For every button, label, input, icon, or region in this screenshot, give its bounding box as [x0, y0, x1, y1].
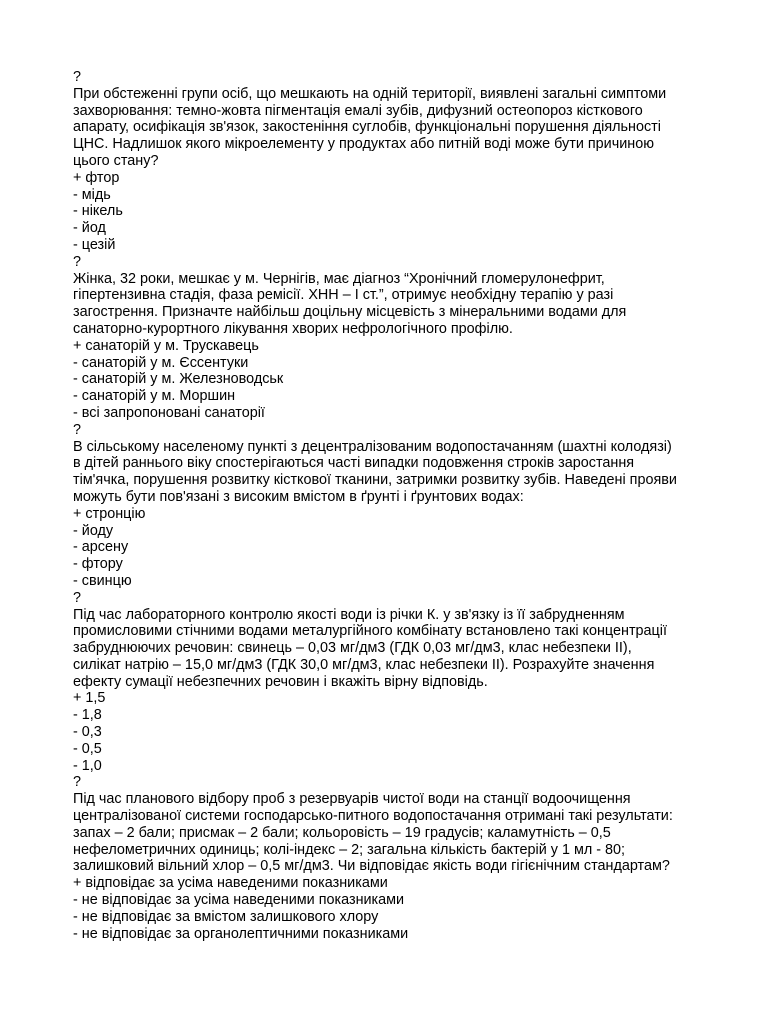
answer-option: - санаторій у м. Моршин: [73, 388, 236, 405]
question-text-line: апарату, осифікація зв'язок, закостеніння суглобів, функціональні порушення діяльності: [73, 119, 661, 136]
question-text-line: Під час лабораторного контролю якості води із річки К. у зв'язку із її забрудненням: [73, 606, 625, 623]
answer-option: - всі запропоновані санаторії: [73, 404, 265, 421]
question-text-line: санаторно-курортного лікування хворих нефрологічного профілю.: [73, 320, 513, 337]
question-text-line: цього стану?: [73, 152, 159, 169]
question-text-line: можуть бути пов'язані з високим вмістом в ґрунті і ґрунтових водах:: [73, 488, 524, 505]
question-text-line: При обстеженні групи осіб, що мешкають на одній території, виявлені загальні симптоми: [73, 85, 667, 102]
question-text-line: забруднюючих речовин: свинець – 0,03 мг/дм3 (ГДК 0,03 мг/дм3, клас небезпеки ІІ),: [73, 640, 632, 657]
answer-option: - 0,5: [73, 740, 102, 757]
answer-option: - санаторій у м. Железноводськ: [73, 371, 284, 388]
question-text-line: запах – 2 бали; присмак – 2 бали; кольоровість – 19 градусів; каламутність – 0,5: [73, 824, 611, 841]
answer-option: - 0,3: [73, 724, 102, 741]
question-text-line: централізованої системи господарсько-питного водопостачання отримані такі результати:: [73, 808, 673, 825]
answer-option-correct: + відповідає за усіма наведеними показниками: [73, 875, 388, 892]
question-text-line: загострення. Призначте найбільш доцільну місцевість з мінеральними водами для: [73, 304, 627, 321]
answer-option-correct: + 1,5: [73, 690, 106, 707]
question-block-3: [73, 422, 743, 590]
question-block-2: [73, 254, 743, 422]
question-text-line: ЦНС. Надлишок якого мікроелементу у продуктах або питній воді може бути причиною: [73, 136, 654, 153]
answer-option-correct: + санаторій у м. Трускавець: [73, 337, 259, 354]
question-text-line: Під час планового відбору проб з резервуарів чистої води на станції водоочищення: [73, 791, 631, 808]
question-text-line: нефелометричних одиниць; колі-індекс – 2; загальна кількість бактерій у 1 мл - 80;: [73, 841, 626, 858]
question-text-line: тім'ячка, порушення розвитку кісткової тканини, затримки розвитку зубів. Наведені прояви: [73, 472, 677, 489]
answer-option: - санаторій у м. Єссентуки: [73, 354, 249, 371]
question-block-4: [73, 590, 743, 775]
question-marker: ?: [73, 69, 82, 85]
answer-option: - нікель: [73, 203, 123, 220]
question-text-line: гіпертензивна стадія, фаза ремісії. ХНН – І ст.”, отримує необхідну терапію у разі: [73, 287, 614, 304]
answer-option: - не відповідає за усіма наведеними показниками: [73, 892, 405, 909]
answer-option: - не відповідає за органолептичними показниками: [73, 925, 409, 942]
question-marker: ?: [73, 253, 82, 270]
question-text-line: залишковий вільний хлор – 0,5 мг/дм3. Чи відповідає якість води гігієнічним стандартам?: [73, 858, 670, 875]
question-text-line: силікат натрію – 15,0 мг/дм3 (ГДК 30,0 мг/дм3, клас небезпеки ІІ). Розрахуйте значення: [73, 656, 655, 673]
answer-option: - цезій: [73, 236, 116, 253]
answer-option-correct: + фтор: [73, 169, 120, 186]
answer-option-correct: + стронцію: [73, 505, 146, 522]
question-block-5: [73, 774, 743, 942]
question-text-line: Жінка, 32 роки, мешкає у м. Чернігів, має діагноз “Хронічний гломерулонефрит,: [73, 270, 605, 287]
answer-option: - мідь: [73, 186, 111, 203]
answer-option: - 1,0: [73, 757, 102, 774]
question-block-1: [73, 69, 743, 254]
question-text-line: промисловими стічними водами металургійного комбінату встановлено такі концентрації: [73, 623, 667, 640]
question-text-line: в дітей раннього віку спостерігаються часті випадки подовження строків заростання: [73, 455, 635, 472]
question-text-line: ефекту сумації небезпечних речовин і вкажіть вірну відповідь.: [73, 673, 488, 690]
question-text-line: В сільському населеному пункті з децентралізованим водопостачанням (шахтні колодязі): [73, 438, 672, 455]
answer-option: - 1,8: [73, 707, 102, 724]
answer-option: - йод: [73, 220, 106, 237]
question-marker: ?: [73, 589, 82, 606]
question-marker: ?: [73, 421, 82, 438]
question-text-line: захворювання: темно-жовта пігментація емалі зубів, дифузний остеопороз кісткового: [73, 102, 643, 119]
answer-option: - не відповідає за вмістом залишкового хлору: [73, 908, 379, 925]
answer-option: - фтору: [73, 556, 123, 573]
answer-option: - арсену: [73, 539, 129, 556]
question-marker: ?: [73, 774, 82, 791]
document-body: [73, 69, 743, 942]
answer-option: - свинцю: [73, 572, 132, 589]
answer-option: - йоду: [73, 522, 114, 539]
